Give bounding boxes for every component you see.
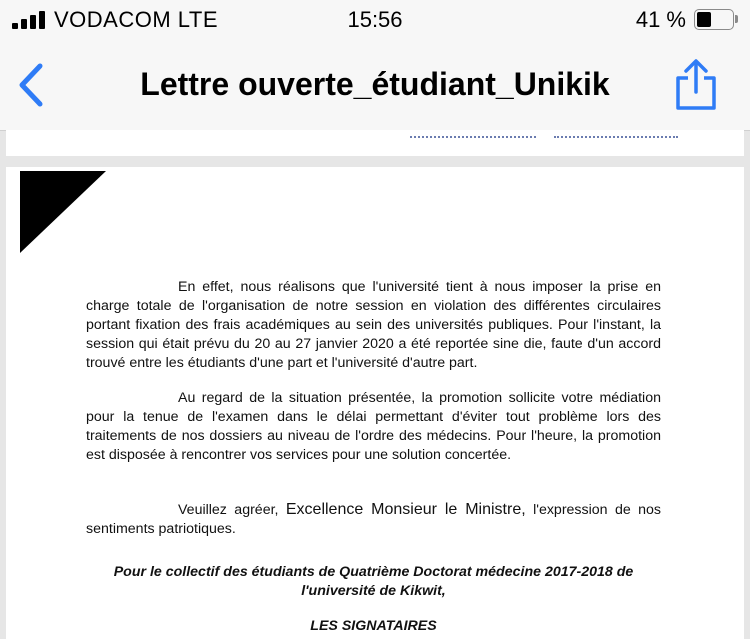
signature-line-1: Pour le collectif des étudiants de Quatrième Doctorat médecine 2017-2018 de <box>113 564 634 580</box>
signatories: LES SIGNATAIRES <box>310 618 437 634</box>
share-icon <box>672 58 720 112</box>
battery-icon <box>694 9 738 30</box>
document-page <box>6 167 744 639</box>
status-bar <box>0 0 750 40</box>
paragraph-2-block <box>86 389 661 465</box>
paragraph-2: Au regard de la situation présentée, la promotion sollicite votre médiation pour la tenue de l'examen dans le délai permettant d'éviter tout problème lors des traitements de nos dossiers au niveau de l'ordre des médecins. Pour l'heure, la promotion est disposée à rencontrer vos services pour une solution concertée. <box>86 390 661 463</box>
navigation-bar <box>0 40 750 131</box>
document-title: Lettre ouverte_étudiant_Unikik <box>140 66 610 102</box>
scan-corner-mark <box>20 171 106 253</box>
share-button[interactable] <box>672 58 720 112</box>
signature-block <box>86 563 661 636</box>
closing-start: Veuillez agréer, <box>178 502 279 518</box>
previous-page <box>6 130 744 156</box>
signature-line-2: l'université de Kikwit, <box>301 583 446 599</box>
closing-addressee: Excellence Monsieur le Ministre, <box>285 501 526 518</box>
paragraph-1-block <box>86 278 661 373</box>
closing-end: l'expression de nos sentiments patriotiques. <box>86 502 661 537</box>
status-time: 15:56 <box>347 7 403 32</box>
closing-block <box>86 500 661 539</box>
carrier-label: VODACOM LTE <box>54 7 219 32</box>
battery-percentage: 41 % <box>635 7 686 32</box>
paragraph-1: En effet, nous réalisons que l'université tient à nous imposer la prise en charge totale de l'organisation de notre session en violation des différentes circulaires portant fixation des frais académiques au sein des universités publiques. Pour l'instant, la session qui était prévu du 20 au 27 janvier 2020 a été reportée sine die, faute d'un accord trouvé entre les étudiants d'une part et l'université d'autre part. <box>86 279 661 371</box>
